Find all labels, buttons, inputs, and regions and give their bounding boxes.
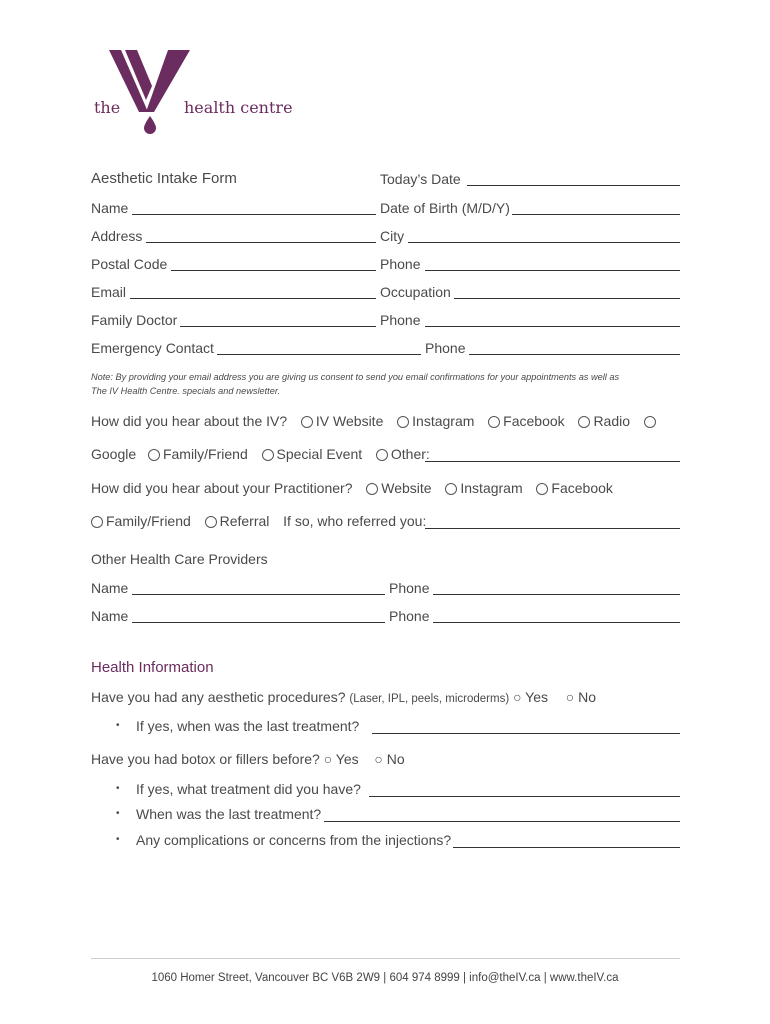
city-field[interactable] [408, 227, 680, 243]
emergency-contact-label: Emergency Contact [91, 340, 214, 356]
google-label: Google [91, 446, 137, 462]
emergency-phone-field[interactable] [469, 339, 680, 355]
practitioner-instagram-label: Instagram [460, 480, 523, 496]
hear-iv-row-1 [91, 411, 659, 431]
radio-label: Radio [593, 413, 631, 429]
emergency-phone-label: Phone [425, 340, 466, 356]
aesthetic-procedures-detail: (Laser, IPL, peels, microderms) [349, 693, 510, 705]
botox-last-treatment-field[interactable] [324, 806, 680, 822]
logo-text-the: the [94, 98, 121, 117]
provider-2-name-field[interactable] [132, 607, 385, 623]
postal-code-label: Postal Code [91, 256, 168, 272]
botox-question: Have you had botox or fillers before? [91, 751, 320, 767]
logo-text-health-centre: health centre [184, 98, 293, 117]
hear-practitioner-row-1 [91, 478, 613, 498]
instagram-radio[interactable] [397, 416, 409, 428]
provider-1-name-field[interactable] [132, 579, 385, 595]
last-treatment-field[interactable] [372, 718, 680, 734]
occupation-label: Occupation [380, 284, 451, 300]
bullet-icon: • [116, 834, 120, 845]
aesthetic-procedures-question: Have you had any aesthetic procedures? [91, 689, 346, 705]
provider-2-phone-label: Phone [389, 608, 430, 624]
last-treatment-label: If yes, when was the last treatment? [136, 718, 360, 734]
email-label: Email [91, 284, 127, 300]
occupation-field[interactable] [454, 283, 680, 299]
email-field[interactable] [130, 283, 376, 299]
practitioner-referral-label: Referral [219, 513, 270, 529]
family-friend-label: Family/Friend [162, 446, 248, 462]
hear-iv-question: How did you hear about the IV? [91, 413, 288, 429]
practitioner-family-friend-label: Family/Friend [106, 513, 191, 529]
footer-divider [91, 958, 680, 959]
facebook-radio[interactable] [488, 416, 500, 428]
footer-contact: 1060 Homer Street, Vancouver BC V6B 2W9 | 604 974 8999 | info@theIV.ca | www.theIV.ca [151, 972, 619, 984]
address-label: Address [91, 228, 143, 244]
phone-label: Phone [380, 256, 421, 272]
family-friend-radio[interactable] [148, 449, 160, 461]
bullet-icon: • [116, 808, 120, 819]
family-doctor-field[interactable] [180, 311, 376, 327]
hear-practitioner-question: How did you hear about your Practitioner? [91, 480, 353, 496]
special-event-radio[interactable] [262, 449, 274, 461]
radio-radio[interactable] [578, 416, 590, 428]
provider-2-phone-field[interactable] [433, 607, 680, 623]
what-treatment-label: If yes, what treatment did you have? [136, 781, 361, 797]
iv-website-label: IV Website [315, 413, 384, 429]
botox-row [91, 749, 405, 769]
practitioner-facebook-radio[interactable] [536, 483, 548, 495]
referred-by-label: If so, who referred you: [283, 513, 427, 529]
consent-note-line-1: Note: By providing your email address you are giving us consent to send you email confirmations for your appointments as well as [91, 372, 620, 382]
practitioner-facebook-label: Facebook [551, 480, 613, 496]
hear-iv-row-2 [91, 444, 430, 464]
other-radio[interactable] [376, 449, 388, 461]
botox-no-option[interactable]: ○ No [374, 751, 405, 767]
logo [92, 44, 293, 140]
city-label: City [380, 228, 405, 244]
aesthetic-procedures-row [91, 687, 596, 709]
family-doctor-label: Family Doctor [91, 312, 178, 328]
name-label: Name [91, 200, 129, 216]
iv-website-radio[interactable] [301, 416, 313, 428]
botox-last-treatment-label: When was the last treatment? [136, 806, 322, 822]
todays-date-field[interactable] [467, 170, 680, 186]
what-treatment-field[interactable] [369, 781, 680, 797]
providers-title: Other Health Care Providers [91, 551, 268, 567]
google-radio[interactable] [644, 416, 656, 428]
referred-by-field[interactable] [425, 513, 680, 529]
address-field[interactable] [146, 227, 376, 243]
facebook-label: Facebook [503, 413, 565, 429]
doctor-phone-label: Phone [380, 312, 421, 328]
provider-1-phone-field[interactable] [433, 579, 680, 595]
bullet-icon: • [116, 720, 120, 731]
bullet-icon: • [116, 783, 120, 794]
complications-field[interactable] [453, 832, 680, 848]
provider-2-name-label: Name [91, 608, 129, 624]
todays-date-label: Today’s Date [380, 171, 461, 187]
name-field[interactable] [132, 199, 376, 215]
special-event-label: Special Event [276, 446, 363, 462]
practitioner-website-radio[interactable] [366, 483, 378, 495]
aesthetic-yes-option[interactable]: ○ Yes [513, 689, 548, 705]
instagram-label: Instagram [412, 413, 475, 429]
aesthetic-no-option[interactable]: ○ No [565, 689, 597, 705]
complications-label: Any complications or concerns from the injections? [136, 832, 452, 848]
dob-field[interactable] [512, 199, 680, 215]
practitioner-family-friend-radio[interactable] [91, 516, 103, 528]
provider-1-phone-label: Phone [389, 580, 430, 596]
other-label: Other: [390, 446, 430, 462]
practitioner-referral-radio[interactable] [205, 516, 217, 528]
postal-code-field[interactable] [171, 255, 376, 271]
practitioner-instagram-radio[interactable] [445, 483, 457, 495]
botox-yes-option[interactable]: ○ Yes [323, 751, 359, 767]
other-field[interactable] [425, 446, 680, 462]
phone-field[interactable] [425, 255, 680, 271]
provider-1-name-label: Name [91, 580, 129, 596]
iv-logo-icon [92, 44, 282, 140]
dob-label: Date of Birth (M/D/Y) [380, 200, 510, 216]
consent-note-line-2: The IV Health Centre. specials and newsletter. [91, 386, 281, 396]
form-title: Aesthetic Intake Form [91, 170, 237, 187]
practitioner-website-label: Website [381, 480, 432, 496]
hear-practitioner-row-2 [91, 511, 426, 531]
emergency-contact-field[interactable] [217, 339, 421, 355]
doctor-phone-field[interactable] [425, 311, 680, 327]
health-info-title: Health Information [91, 659, 214, 676]
